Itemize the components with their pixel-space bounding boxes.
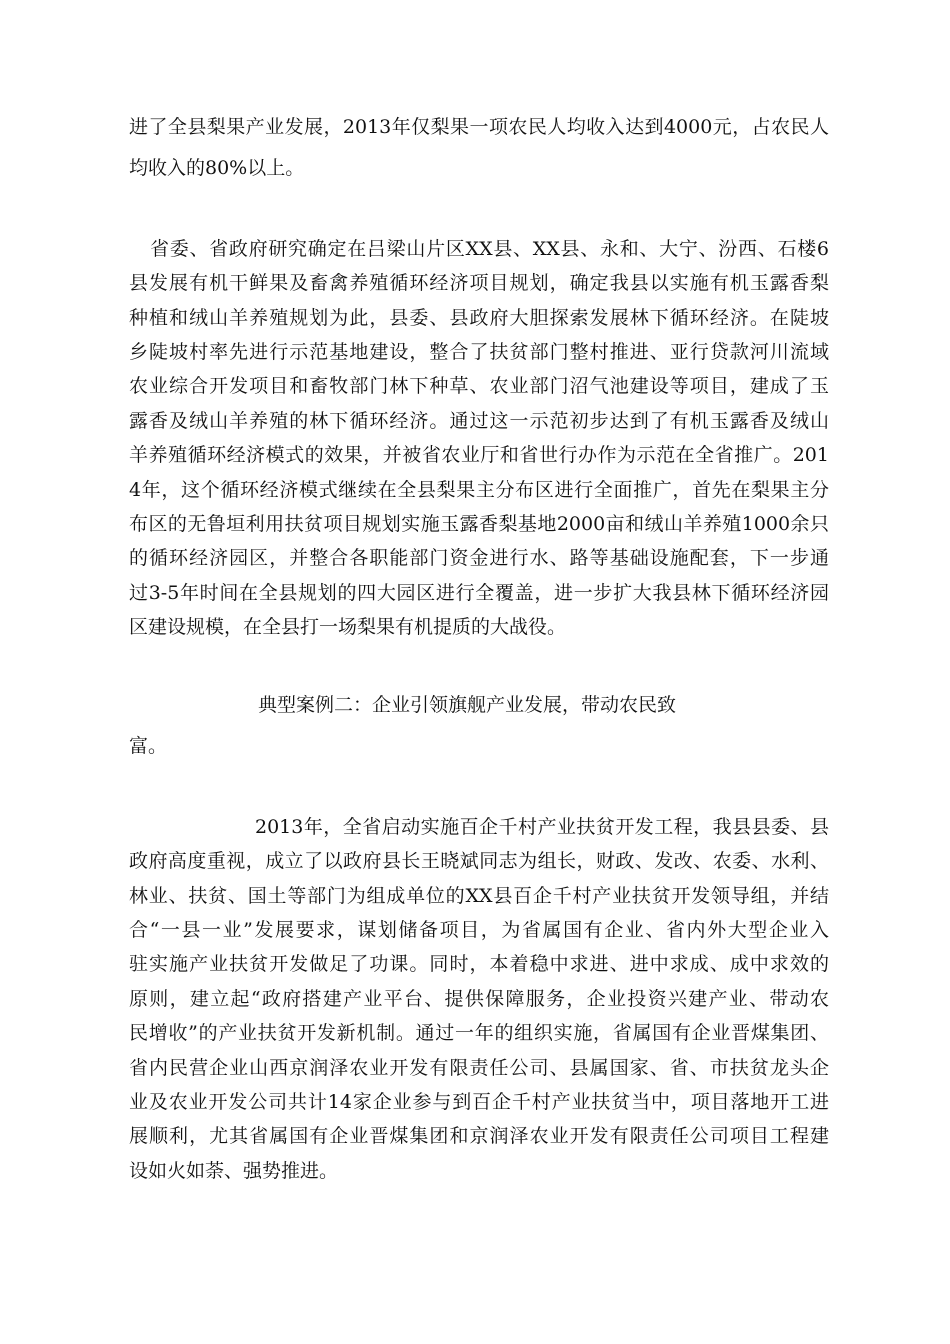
paragraph-2-line-3: 种植和绒山羊养殖规划为此，县委、县政府大胆探索发展林下循环经济。在陡坡 [129, 307, 829, 329]
paragraph-2-line-12: 区建设规模，在全县打一场梨果有机提质的大战役。 [129, 616, 567, 638]
paragraph-3-line-5: 驻实施产业扶贫开发做足了功课。同时，本着稳中求进、进中求成、成中求效的 [129, 953, 829, 975]
paragraph-3-line-1: 2013年，全省启动实施百企千村产业扶贫开发工程，我县县委、县 [255, 816, 829, 838]
paragraph-2-line-4: 乡陡坡村率先进行示范基地建设，整合了扶贫部门整村推进、亚行贷款河川流域 [129, 341, 829, 363]
paragraph-3-line-7: 民增收”的产业扶贫开发新机制。通过一年的组织实施，省属国有企业晋煤集团、 [129, 1022, 829, 1044]
paragraph-2-line-8: 4年，这个循环经济模式继续在全县梨果主分布区进行全面推广，首先在梨果主分 [129, 479, 829, 501]
paragraph-3-line-2: 政府高度重视，成立了以政府县长王晓斌同志为组长，财政、发改、农委、水利、 [129, 850, 829, 872]
case-heading-line-2: 富。 [129, 735, 168, 757]
paragraph-2-line-10: 的循环经济园区，并整合各职能部门资金进行水、路等基础设施配套，下一步通 [129, 547, 829, 569]
paragraph-3-line-6: 原则，建立起“政府搭建产业平台、提供保障服务，企业投资兴建产业、带动农 [129, 988, 829, 1010]
paragraph-2-line-5: 农业综合开发项目和畜牧部门林下种草、农业部门沼气池建设等项目，建成了玉 [129, 375, 829, 397]
paragraph-3-line-3: 林业、扶贫、国土等部门为组成单位的XX县百企千村产业扶贫开发领导组，并结 [129, 885, 829, 907]
paragraph-2-line-6: 露香及绒山羊养殖的林下循环经济。通过这一示范初步达到了有机玉露香及绒山 [129, 410, 829, 432]
paragraph-2-line-9: 布区的无鲁垣利用扶贫项目规划实施玉露香梨基地2000亩和绒山羊养殖1000余只 [129, 513, 829, 535]
paragraph-3-line-9: 业及农业开发公司共计14家企业参与到百企千村产业扶贫当中，项目落地开工进 [129, 1091, 829, 1113]
paragraph-1-line-1: 进了全县梨果产业发展，2013年仅梨果一项农民人均收入达到4000元，占农民人 [129, 116, 829, 138]
case-heading-line-1: 典型案例二：企业引领旗舰产业发展，带动农民致 [258, 694, 677, 716]
paragraph-2-line-2: 县发展有机干鲜果及畜禽养殖循环经济项目规划，确定我县以实施有机玉露香梨 [129, 272, 829, 294]
paragraph-3-line-10: 展顺利，尤其省属国有企业晋煤集团和京润泽农业开发有限责任公司项目工程建 [129, 1125, 829, 1147]
paragraph-3-line-4: 合“一县一业”发展要求，谋划储备项目，为省属国有企业、省内外大型企业入 [129, 919, 829, 941]
paragraph-1-line-2: 均收入的80%以上。 [129, 157, 305, 179]
paragraph-2-line-11: 过3-5年时间在全县规划的四大园区进行全覆盖，进一步扩大我县林下循环经济园 [129, 582, 829, 604]
paragraph-3-line-11: 设如火如荼、强势推进。 [129, 1160, 339, 1182]
paragraph-2-line-7: 羊养殖循环经济模式的效果，并被省农业厅和省世行办作为示范在全省推广。201 [129, 444, 829, 466]
paragraph-3-line-8: 省内民营企业山西京润泽农业开发有限责任公司、县属国家、省、市扶贫龙头企 [129, 1057, 829, 1079]
paragraph-2-line-1: 省委、省政府研究确定在吕梁山片区XX县、XX县、永和、大宁、汾西、石楼6 [150, 238, 829, 260]
